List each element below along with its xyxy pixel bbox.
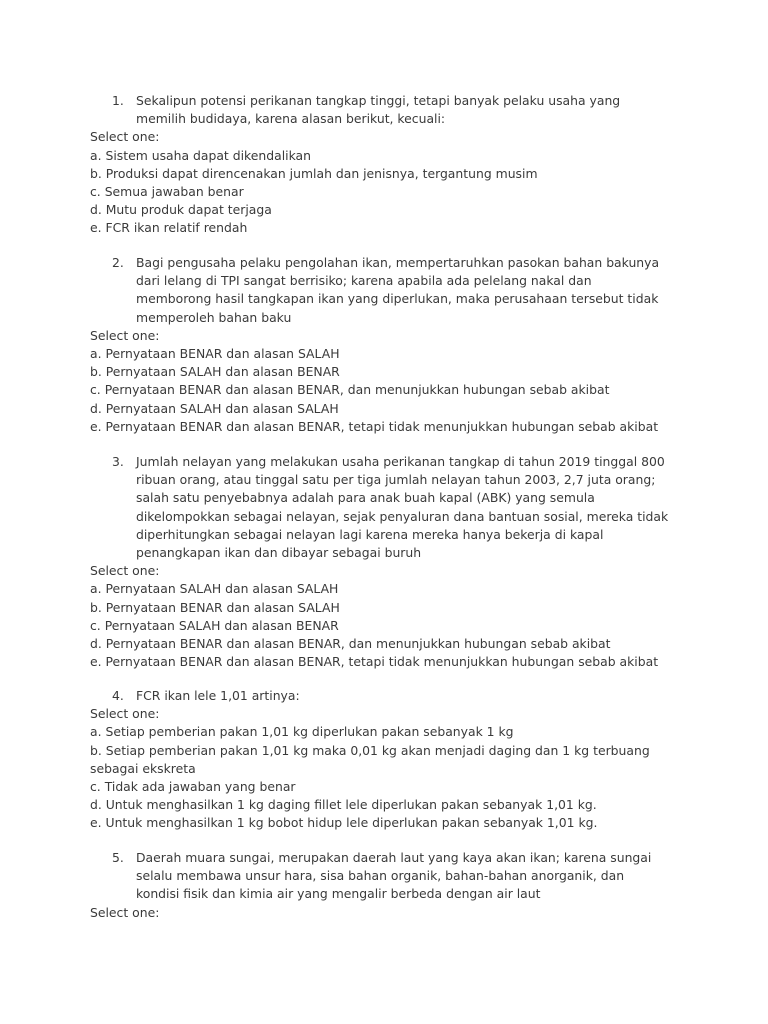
option-d[interactable]: d. Pernyataan BENAR dan alasan BENAR, dan menunjukkan hubungan sebab akibat <box>90 636 611 652</box>
select-one-label: Select one: <box>90 904 160 920</box>
question-2 <box>90 254 690 436</box>
option-b[interactable]: b. Produksi dapat direncenakan jumlah dan jenisnya, tergantung musim <box>90 165 538 181</box>
option-d[interactable]: d. Pernyataan SALAH dan alasan SALAH <box>90 400 339 416</box>
stem-line: salah satu penyebabnya adalah para anak buah kapal (ABK) yang semula <box>136 490 595 506</box>
question-number: 4. <box>112 688 124 703</box>
stem-line: dari lelang di TPI sangat berrisiko; karena apabila ada pelelang nakal dan <box>136 273 592 289</box>
stem-line: memborong hasil tangkapan ikan yang diperlukan, maka perusahaan tersebut tidak <box>136 291 659 307</box>
option-e[interactable]: e. FCR ikan relatif rendah <box>90 220 248 236</box>
stem-line: dikelompokkan sebagai nelayan, sejak penyaluran dana bantuan sosial, mereka tidak <box>136 508 669 524</box>
question-stem <box>90 254 690 327</box>
question-1 <box>90 92 690 238</box>
question-4 <box>90 687 690 833</box>
stem-line: memperoleh bahan baku <box>136 309 292 325</box>
question-3 <box>90 453 690 671</box>
question-number: 5. <box>112 850 124 865</box>
options-list <box>90 147 690 238</box>
stem-line: memilih budidaya, karena alasan berikut, kecuali: <box>136 111 446 127</box>
question-number: 2. <box>112 255 124 270</box>
option-b[interactable]: b. Setiap pemberian pakan 1,01 kg maka 0,01 kg akan menjadi daging dan 1 kg terbuang sebagai ekskreta <box>90 742 650 776</box>
option-e[interactable]: e. Pernyataan BENAR dan alasan BENAR, tetapi tidak menunjukkan hubungan sebab akibat <box>90 418 659 434</box>
stem-line: kondisi fisik dan kimia air yang mengalir berbeda dengan air laut <box>136 886 541 902</box>
option-a[interactable]: a. Pernyataan SALAH dan alasan SALAH <box>90 581 339 597</box>
question-stem <box>90 687 690 705</box>
stem-line: Daerah muara sungai, merupakan daerah laut yang kaya akan ikan; karena sungai <box>136 850 652 865</box>
stem-line: Sekalipun potensi perikanan tangkap tinggi, tetapi banyak pelaku usaha yang <box>136 93 621 108</box>
stem-line: FCR ikan lele 1,01 artinya: <box>136 688 300 703</box>
stem-line: ribuan orang, atau tinggal satu per tiga jumlah nelayan tahun 2003, 2,7 juta orang; <box>136 472 656 488</box>
option-c[interactable]: c. Pernyataan SALAH dan alasan BENAR <box>90 617 339 633</box>
stem-line: diperhitungkan sebagai nelayan lagi karena mereka hanya bekerja di kapal <box>136 526 604 542</box>
select-one-label: Select one: <box>90 327 160 343</box>
options-list <box>90 580 690 671</box>
question-stem <box>90 92 690 128</box>
option-d[interactable]: d. Mutu produk dapat terjaga <box>90 202 272 218</box>
question-5 <box>90 849 690 922</box>
option-e[interactable]: e. Pernyataan BENAR dan alasan BENAR, tetapi tidak menunjukkan hubungan sebab akibat <box>90 654 659 670</box>
stem-line: Jumlah nelayan yang melakukan usaha perikanan tangkap di tahun 2019 tinggal 800 <box>136 454 665 469</box>
question-stem <box>90 849 690 904</box>
question-stem <box>90 453 690 562</box>
option-a[interactable]: a. Pernyataan BENAR dan alasan SALAH <box>90 346 340 362</box>
options-list <box>90 345 690 436</box>
option-a[interactable]: a. Sistem usaha dapat dikendalikan <box>90 147 311 163</box>
stem-line: penangkapan ikan dan dibayar sebagai buruh <box>136 545 422 561</box>
question-number: 1. <box>112 93 124 108</box>
stem-line: selalu membawa unsur hara, sisa bahan organik, bahan-bahan anorganik, dan <box>136 868 625 884</box>
select-one-label: Select one: <box>90 129 160 145</box>
option-b[interactable]: b. Pernyataan SALAH dan alasan BENAR <box>90 364 340 380</box>
option-c[interactable]: c. Pernyataan BENAR dan alasan BENAR, dan menunjukkan hubungan sebab akibat <box>90 382 610 398</box>
option-c[interactable]: c. Tidak ada jawaban yang benar <box>90 779 296 795</box>
option-e[interactable]: e. Untuk menghasilkan 1 kg bobot hidup lele diperlukan pakan sebanyak 1,01 kg. <box>90 815 598 831</box>
option-c[interactable]: c. Semua jawaban benar <box>90 184 244 200</box>
options-list <box>90 723 690 832</box>
option-d[interactable]: d. Untuk menghasilkan 1 kg daging fillet lele diperlukan pakan sebanyak 1,01 kg. <box>90 797 597 813</box>
stem-line: Bagi pengusaha pelaku pengolahan ikan, mempertaruhkan pasokan bahan bakunya <box>136 255 660 270</box>
option-b[interactable]: b. Pernyataan BENAR dan alasan SALAH <box>90 599 340 615</box>
select-one-label: Select one: <box>90 706 160 722</box>
option-a[interactable]: a. Setiap pemberian pakan 1,01 kg diperlukan pakan sebanyak 1 kg <box>90 724 514 740</box>
question-number: 3. <box>112 454 124 469</box>
select-one-label: Select one: <box>90 563 160 579</box>
